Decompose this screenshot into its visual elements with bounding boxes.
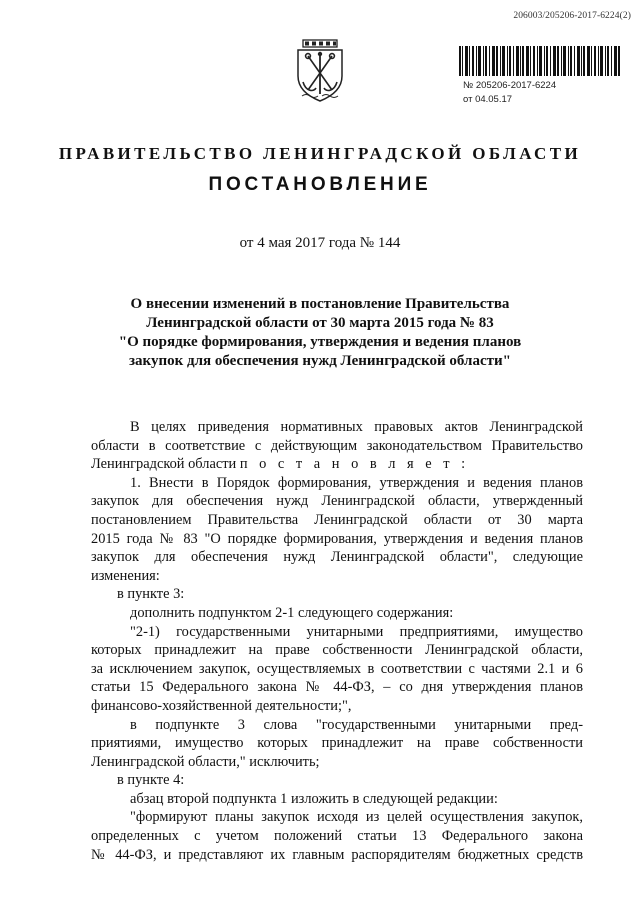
body-line: постановлением Правительства Ленинградской области от 30 марта (91, 511, 583, 528)
body-line: Ленинградской области," исключить; (91, 753, 320, 770)
document-reference-code: 206003/205206-2017-6224(2) (513, 11, 631, 21)
body-line: "2-1) государственными унитарными предприятиями, имущество (130, 623, 583, 640)
body-line: приятиями, имущество которых принадлежит на праве собственности (91, 735, 583, 752)
body-line: 1. Внести в Порядок формирования, утверждения и ведения планов (130, 474, 583, 491)
document-type: ПОСТАНОВЛЕНИЕ (208, 174, 432, 195)
body-line: закупок для обеспечения нужд Ленинградской области, утвержденный (91, 493, 583, 510)
coat-of-arms-icon (292, 38, 348, 102)
body-line: абзац второй подпункта 1 изложить в следующей редакции: (130, 790, 498, 807)
government-name: ПРАВИТЕЛЬСТВО ЛЕНИНГРАДСКОЙ ОБЛАСТИ (58, 144, 582, 163)
title-line: О внесении изменений в постановление Правительства (130, 296, 510, 312)
body-line: закупок для обеспечения нужд Ленинградской области", следующие (91, 549, 583, 566)
registration-date: от 04.05.17 (463, 94, 513, 105)
title-line: закупок для обеспечения нужд Ленинградской области" (129, 353, 511, 369)
body-line: финансово-хозяйственной деятельности;", (91, 697, 352, 714)
body-line: в подпункте 3 слова "государственными унитарными пред- (130, 716, 583, 733)
decree-title (100, 295, 540, 371)
body-line: в пункте 3: (117, 586, 185, 603)
body-line: области в соответствие с действующим законодательством Правительство (91, 437, 583, 454)
body-line: за исключением закупок, осуществляемых в соответствии с частями 2.1 и 6 (91, 660, 583, 677)
body-line: № 44-ФЗ, и представляют их главным распорядителям бюджетных средств (91, 846, 583, 863)
title-line: "О порядке формирования, утверждения и ведения планов (118, 334, 522, 350)
barcode-icon (459, 46, 621, 76)
title-line: Ленинградской области от 30 марта 2015 года № 83 (146, 315, 494, 331)
body-line: изменения: (91, 567, 160, 584)
body-line: "формируют планы закупок исходя из целей осуществления закупок, (130, 809, 583, 826)
decree-date-number: от 4 мая 2017 года № 144 (239, 235, 401, 251)
decree-body (91, 418, 583, 864)
body-text: Ленинградской области (91, 456, 237, 473)
body-line: 2015 года № 83 "О порядке формирования, утверждения и ведения планов (91, 530, 583, 547)
decree-resolve-word: п о с т а н о в л я е т : (239, 456, 470, 473)
body-line (91, 455, 583, 474)
body-line: которых принадлежит на праве собственности Ленинградской области, (91, 642, 583, 659)
body-line: в пункте 4: (117, 772, 185, 789)
registration-number: № 205206-2017-6224 (463, 80, 557, 91)
body-line: статьи 15 Федерального закона № 44-ФЗ, – со дня утверждения планов (91, 679, 583, 696)
body-line: В целях приведения нормативных правовых актов Ленинградской (130, 419, 583, 435)
body-line: дополнить подпунктом 2-1 следующего содержания: (130, 604, 454, 621)
body-line: определенных с учетом положений статьи 13 Федерального закона (91, 828, 583, 845)
